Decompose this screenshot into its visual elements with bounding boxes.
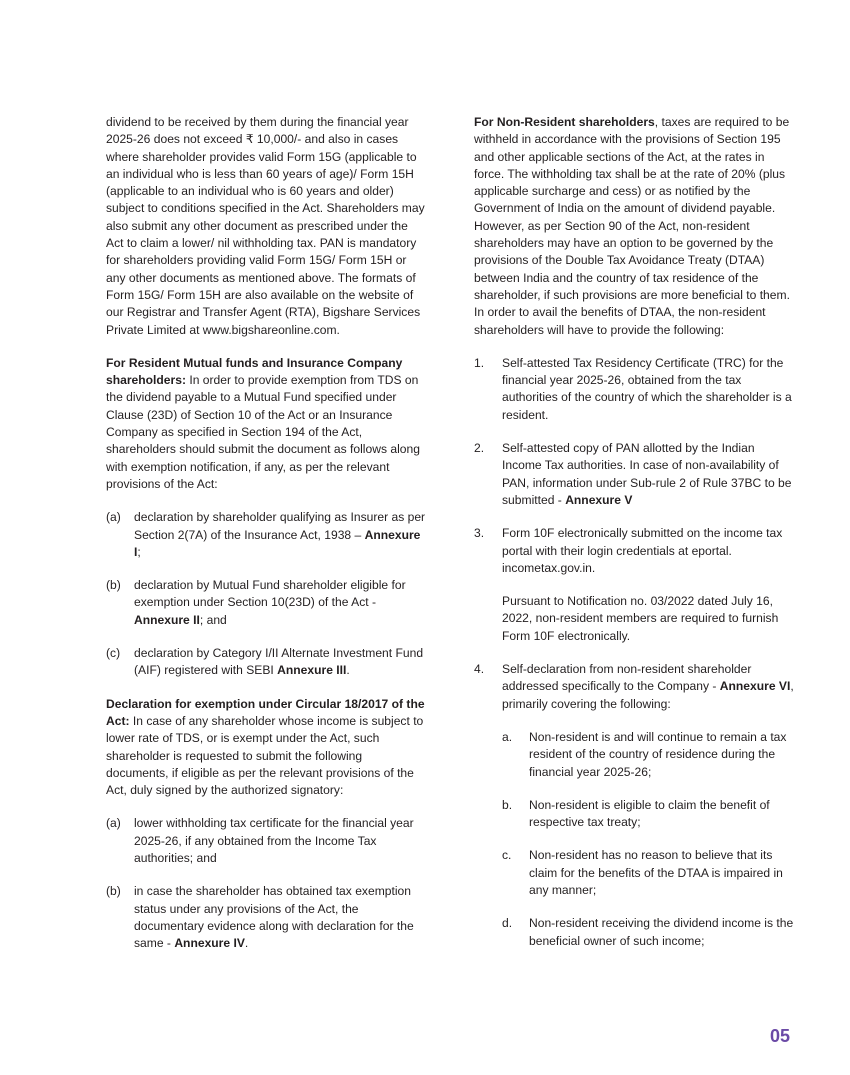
circular-item-a <box>106 815 426 867</box>
item-text-end: . <box>346 663 350 678</box>
requirement-item-4 <box>474 661 794 950</box>
item-marker: 3. <box>474 526 485 541</box>
item-marker: (a) <box>106 816 121 831</box>
non-resident-body: , taxes are required to be withheld in accordance with the provisions of Section 195 and other applicable sections of the Act, at the rates in force. The withholding tax shall be at the rate of 20% (plus applicable surcharge and cess) or as notified by the Government of India on the amount of dividend payable. However, as per Section 90 of the Act, non-resident shareholders may have an option to be governed by the provisions of the Double Tax Avoidance Treaty (DTAA) between India and the country of tax residence of the shareholder, if such provisions are more beneficial to them. In order to avail the benefits of DTAA, the non-resident shareholders will have to provide the following: <box>474 115 790 337</box>
subitem-marker: a. <box>502 729 513 744</box>
declaration-subitem-a <box>502 729 794 781</box>
item-text: declaration by shareholder qualifying as Insurer as per Section 2(7A) of the Insurance Act, 1938 – <box>134 510 426 542</box>
item-marker: 2. <box>474 441 485 456</box>
item-marker: (b) <box>106 884 121 899</box>
item-text-end: ; and <box>199 612 227 627</box>
circular-heading: Declaration for exemption under Circular 18/2017 of the Act: <box>106 696 425 728</box>
item-text-end: , primarily covering the following: <box>502 679 794 711</box>
requirement-item-2 <box>474 440 794 509</box>
left-column <box>106 114 426 968</box>
annexure-reference: Annexure V <box>565 492 633 507</box>
mutual-funds-item-b <box>106 577 426 629</box>
annexure-reference: Annexure VI <box>719 679 791 694</box>
non-resident-heading: For Non-Resident shareholders <box>474 115 655 129</box>
mutual-funds-item-a <box>106 509 426 561</box>
subitem-text: Non-resident has no reason to believe that its claim for the benefits of the DTAA is impaired in any manner; <box>529 848 783 897</box>
non-resident-paragraph <box>474 114 794 339</box>
right-column <box>474 114 794 966</box>
circular-paragraph <box>106 696 426 800</box>
declaration-sublist <box>502 729 794 950</box>
annexure-reference: Annexure IV <box>174 936 245 951</box>
item-text: Self-declaration from non-resident shareholder addressed specifically to the Company - <box>502 662 752 694</box>
requirement-item-1 <box>474 355 794 424</box>
subitem-text: Non-resident is eligible to claim the benefit of respective tax treaty; <box>529 797 770 830</box>
item-marker: 4. <box>474 662 485 677</box>
item-text: declaration by Category I/II Alternate Investment Fund (AIF) registered with SEBI <box>134 646 424 678</box>
subitem-marker: c. <box>502 848 512 863</box>
item-text: Self-attested Tax Residency Certificate (TRC) for the financial year 2025-26, obtained from the tax authorities of the country of which the shareholder is a resident. <box>502 355 792 422</box>
circular-body: In case of any shareholder whose income is subject to lower rate of TDS, or is exempt under the Act, such shareholder is requested to submit the following documents, if eligible as per the relevant provisions of the Act, duly signed by the authorized signatory: <box>106 713 424 798</box>
item-marker: (b) <box>106 578 121 593</box>
subitem-marker: b. <box>502 797 513 812</box>
item-text-end: ; <box>137 544 141 559</box>
declaration-subitem-c <box>502 847 794 899</box>
mutual-funds-paragraph <box>106 355 426 493</box>
annexure-reference: Annexure III <box>277 663 347 678</box>
item-marker: 1. <box>474 355 485 370</box>
mutual-funds-item-c <box>106 645 426 680</box>
declaration-subitem-d <box>502 915 794 950</box>
circular-item-b <box>106 883 426 952</box>
item-marker: (c) <box>106 646 121 661</box>
annexure-reference: Annexure II <box>134 612 200 627</box>
intro-paragraph: dividend to be received by them during the financial year 2025-26 does not exceed ₹ 10,000/- and also in cases where shareholder provides valid Form 15G (applicable to an individual who is less than 60 years of age)/ Form 15H (applicable to an individual who is 60 years and older) subject to conditions specified in the Act. Shareholders may also submit any other document as prescribed under the Act to claim a lower/ nil withholding tax. PAN is mandatory for shareholders providing valid Form 15G/ Form 15H or any other documents as mentioned above. The formats of Form 15G/ Form 15H are also available on the website of our Registrar and Transfer Agent (RTA), Bigshare Services Private Limited at www.bigshareonline.com. <box>106 115 425 337</box>
mutual-funds-body: In order to provide exemption from TDS on the dividend payable to a Mutual Fund specified under Clause (23D) of Section 10 of the Act or an Insurance Company as specified in Section 194 of the Act, shareholders should submit the document as follows along with exemption notification, if any, as per the relevant provisions of the Act: <box>106 373 420 491</box>
item-text-end: . <box>244 936 249 951</box>
item-text: Self-attested copy of PAN allotted by the Indian Income Tax authorities. In case of non-availability of PAN, information under Sub-rule 2 of Rule 37BC to be submitted - <box>502 441 792 507</box>
page-number: 05 <box>770 1026 791 1046</box>
subitem-marker: d. <box>502 916 513 931</box>
item-marker: (a) <box>106 510 121 525</box>
subitem-text: Non-resident receiving the dividend income is the beneficial owner of such income; <box>529 916 794 948</box>
declaration-subitem-b <box>502 797 794 832</box>
item-text: in case the shareholder has obtained tax exemption status under any provisions of the Act, the documentary evidence along with declaration for the same - <box>134 884 414 951</box>
item-text: declaration by Mutual Fund shareholder eligible for exemption under Section 10(23D) of the Act - <box>134 578 406 610</box>
item-text: Form 10F electronically submitted on the income tax portal with their login credentials at eportal. incometax.gov.in. <box>502 526 783 575</box>
requirement-item-3 <box>474 525 794 645</box>
mutual-funds-heading: For Resident Mutual funds and Insurance Company shareholders: <box>106 355 403 388</box>
item-text: lower withholding tax certificate for the financial year 2025-26, if any obtained from the Income Tax authorities; and <box>134 816 414 865</box>
annexure-reference: Annexure I <box>134 527 421 559</box>
subitem-text: Non-resident is and will continue to remain a tax resident of the country of residence during the financial year 2025-26; <box>529 729 787 779</box>
form-10f-note: Pursuant to Notification no. 03/2022 dated July 16, 2022, non-resident members are required to furnish Form 10F electronically. <box>502 594 779 643</box>
